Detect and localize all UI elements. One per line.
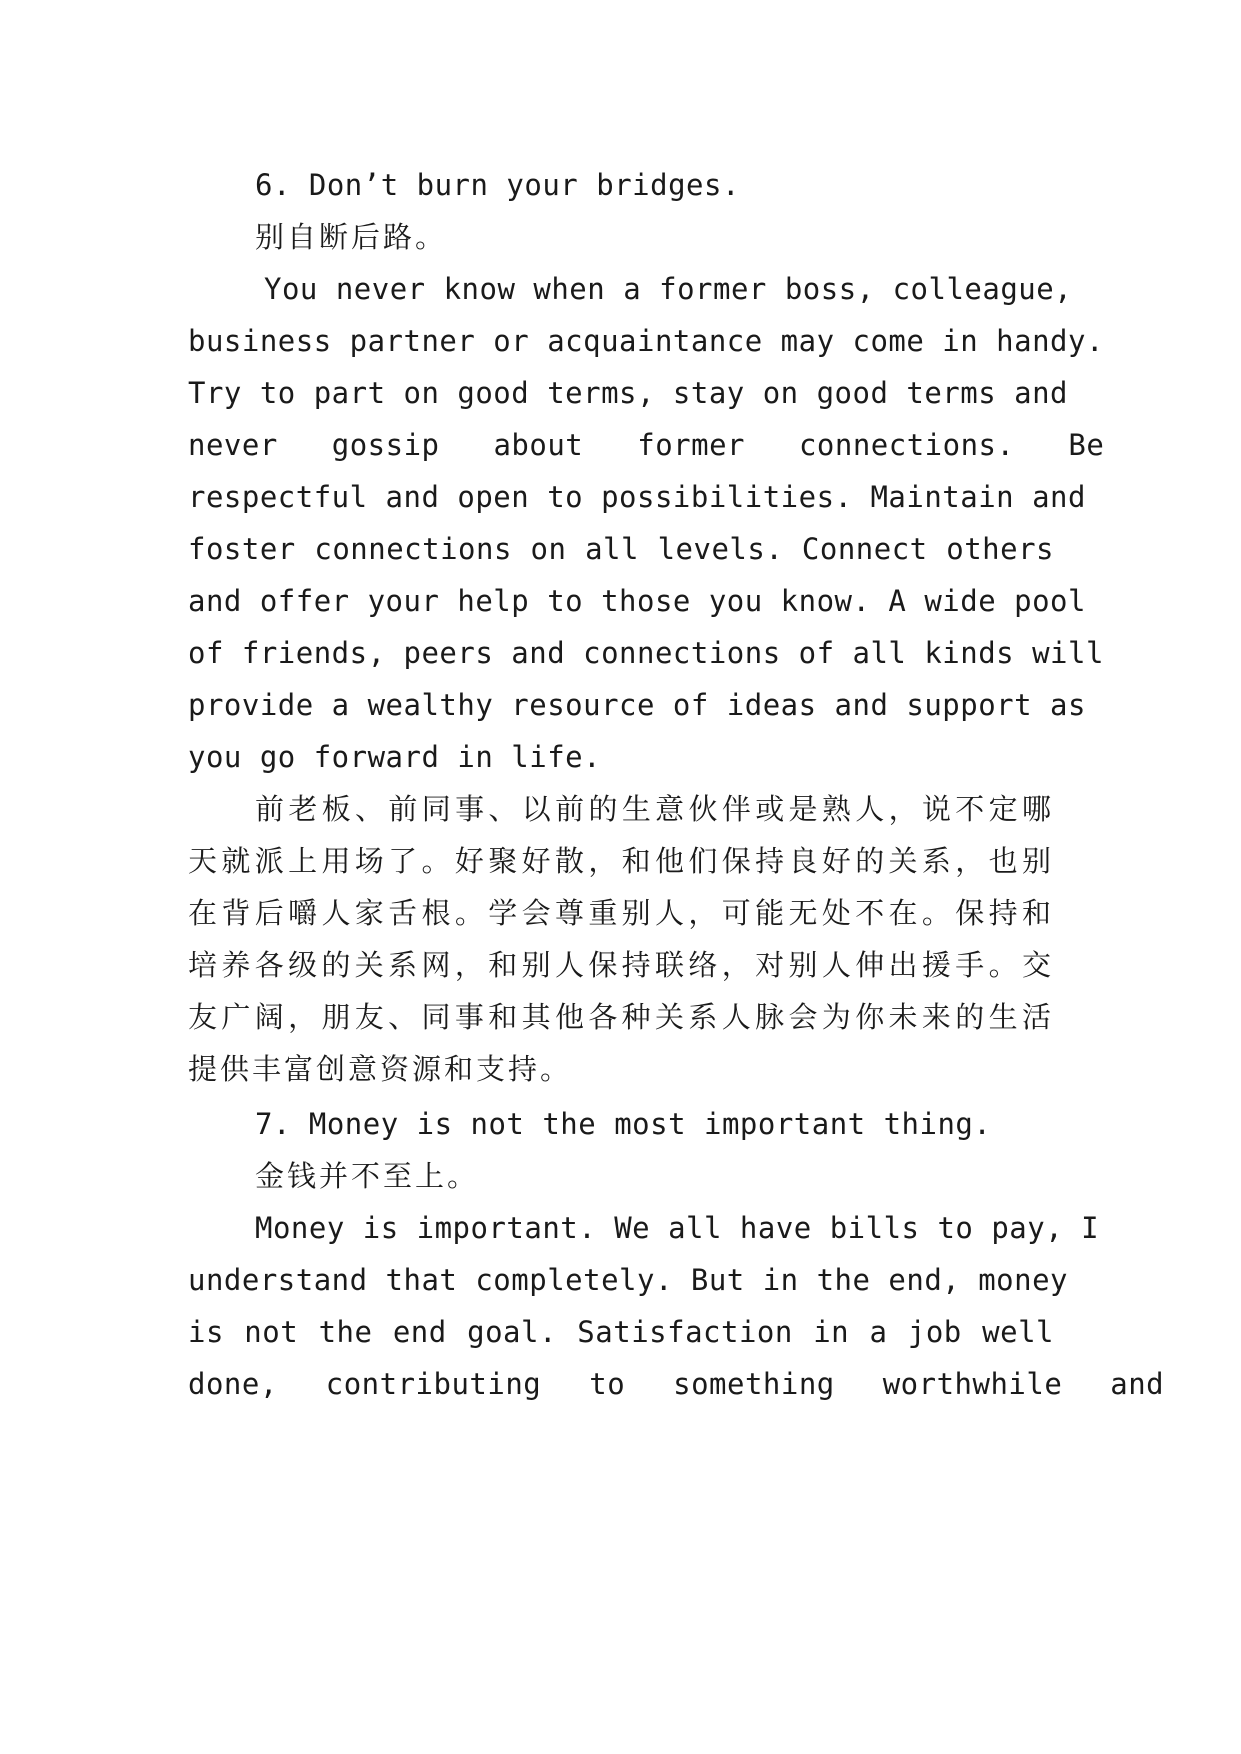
- paragraph-line-cn: 前老板、前同事、以前的生意伙伴或是熟人，说不定哪: [255, 792, 1054, 826]
- paragraph-line-cn: 培养各级的关系网，和别人保持联络，对别人伸出援手。交: [188, 948, 1054, 982]
- paragraph-line: business partner or acquaintance may come in handy.: [188, 324, 1104, 358]
- paragraph-line: you go forward in life.: [188, 740, 602, 774]
- paragraph-line-cn: 天就派上用场了。好聚好散，和他们保持良好的关系，也别: [188, 844, 1054, 878]
- section-heading-cn: 别自断后路。: [255, 220, 448, 254]
- section-heading: 6. Don’t burn your bridges.: [255, 168, 740, 202]
- paragraph-line: of friends, peers and connections of all kinds will: [188, 636, 1104, 670]
- paragraph-line: understand that completely. But in the end, money: [188, 1263, 1069, 1297]
- paragraph-line-cn: 提供丰富创意资源和支持。: [188, 1052, 573, 1086]
- paragraph-line: You never know when a former boss, colleague,: [264, 272, 1073, 306]
- paragraph-line: Try to part on good terms, stay on good terms and: [188, 376, 1069, 410]
- paragraph-line: never gossip about former connections. Be: [188, 428, 1105, 462]
- section-heading-cn: 金钱并不至上。: [255, 1159, 480, 1193]
- paragraph-line: and offer your help to those you know. A wide pool: [188, 584, 1086, 618]
- paragraph-line: done, contributing to something worthwhile and: [188, 1367, 1165, 1401]
- paragraph-line: is not the end goal. Satisfaction in a job well: [188, 1315, 1054, 1349]
- paragraph-line: respectful and open to possibilities. Maintain and: [188, 480, 1086, 514]
- section-heading: 7. Money is not the most important thing.: [255, 1107, 992, 1141]
- paragraph-line: provide a wealthy resource of ideas and support as: [188, 688, 1086, 722]
- paragraph-line-cn: 在背后嚼人家舌根。学会尊重别人，可能无处不在。保持和: [188, 896, 1054, 930]
- paragraph-line: Money is important. We all have bills to pay, I: [255, 1211, 1100, 1245]
- paragraph-line: foster connections on all levels. Connect others: [188, 532, 1054, 566]
- paragraph-line-cn: 友广阔，朋友、同事和其他各种关系人脉会为你未来的生活: [188, 1000, 1054, 1034]
